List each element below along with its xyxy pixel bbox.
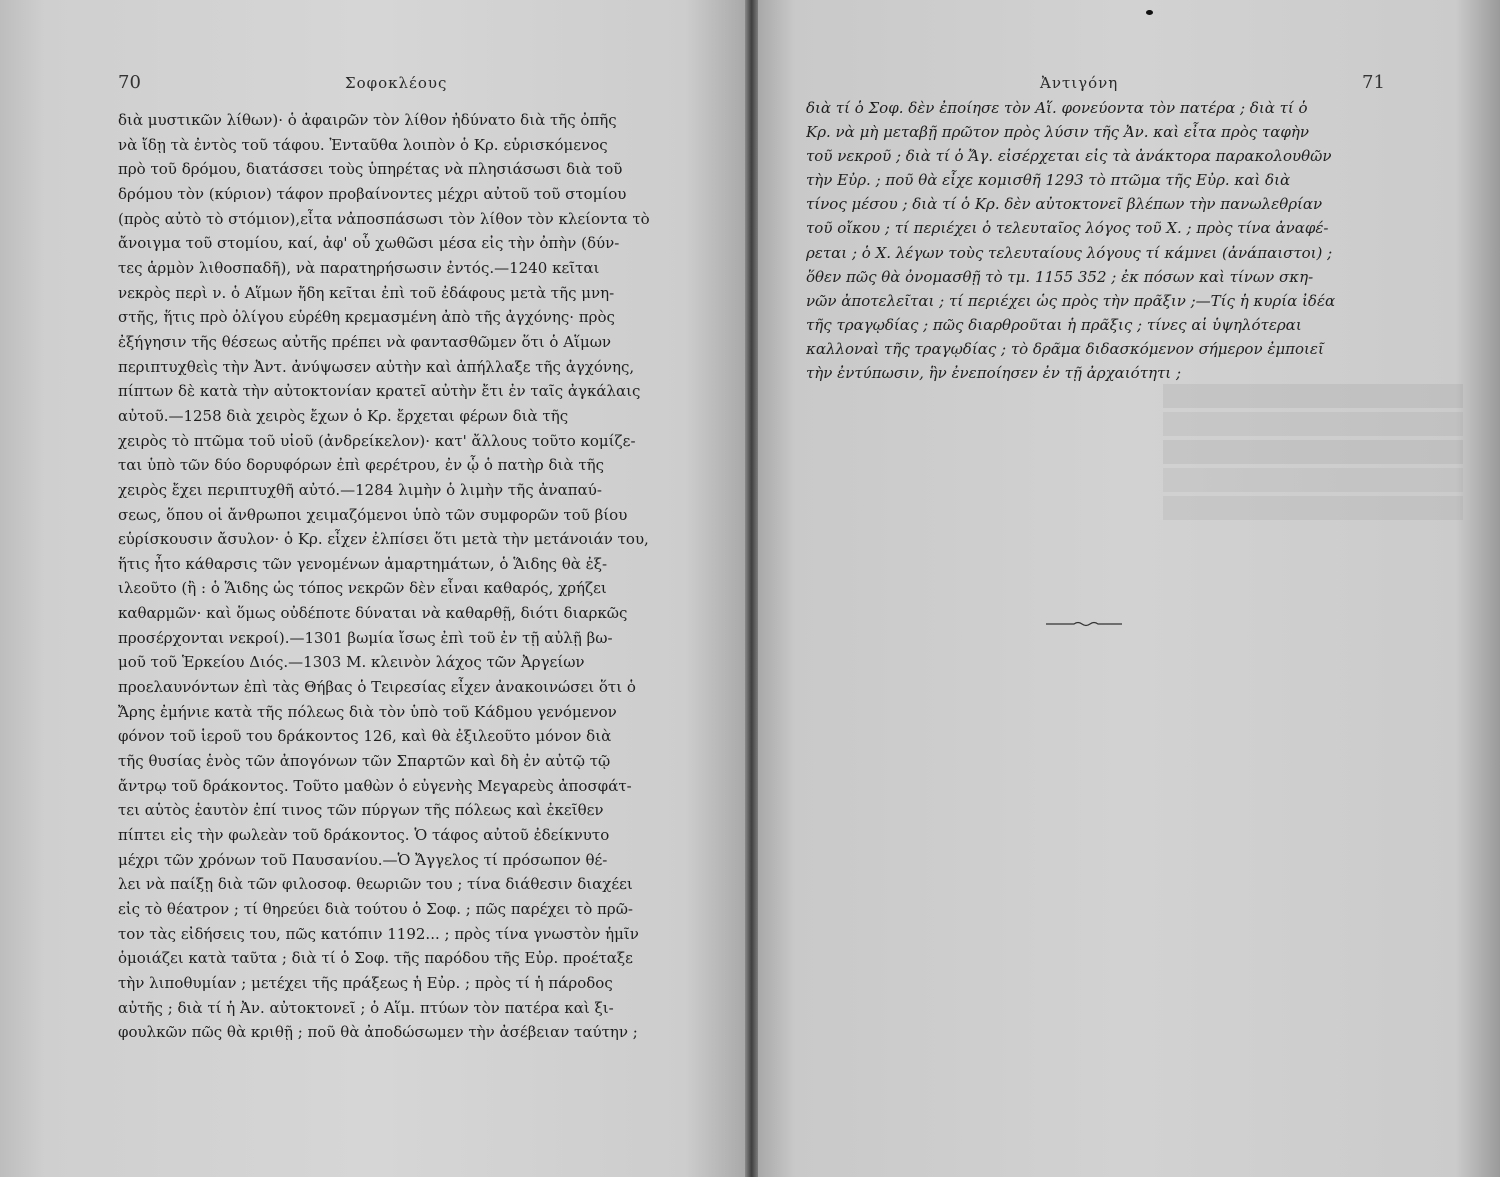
text-line: τῆς τραγῳδίας ; πῶς διαρθροῦται ἡ πρᾶξις ; τίνες αἱ ὑψηλότεραι [806, 315, 1302, 334]
text-line: τοῦ νεκροῦ ; διὰ τί ὁ Ἄγ. εἰσέρχεται εἰς τὰ ἀνάκτορα παρακολουθῶν [806, 147, 1332, 166]
text-line: ἄντρῳ τοῦ δράκοντος. Τοῦτο μαθὼν ὁ εὐγενὴς Μεγαρεὺς ἀποσφάτ- [118, 776, 632, 795]
text-line: Ἄρης ἐμήνιε κατὰ τῆς πόλεως διὰ τὸν ὑπὸ τοῦ Κάδμου γενόμενον [118, 702, 617, 721]
text-line: στῆς, ἥτις πρὸ ὀλίγου εὑρέθη κρεμασμένη ἀπὸ τῆς ἀγχόνης· πρὸς [118, 308, 615, 327]
text-line: λει νὰ παίξῃ διὰ τῶν φιλοσοφ. θεωριῶν του ; τίνα διάθεσιν διαχέει [118, 875, 633, 894]
right-page [758, 0, 1500, 1177]
text-line: τον τὰς εἰδήσεις του, πῶς κατόπιν 1192... ; πρὸς τίνα γνωστὸν ἡμῖν [118, 924, 639, 943]
text-line: ρεται ; ὁ Χ. λέγων τοὺς τελευταίους λόγους τί κάμνει (ἀνάπαιστοι) ; [806, 243, 1333, 262]
text-line: μέχρι τῶν χρόνων τοῦ Παυσανίου.—Ὁ Ἄγγελος τί πρόσωπον θέ- [118, 850, 608, 869]
text-line: πίπτει εἰς τὴν φωλεὰν τοῦ δράκοντος. Ὁ τάφος αὐτοῦ ἐδείκνυτο [118, 826, 610, 845]
text-line: ἄνοιγμα τοῦ στομίου, καί, ἀφ' οὗ χωθῶσι μέσα εἰς τὴν ὀπὴν (δύν- [118, 234, 620, 253]
text-line: χειρὸς ἔχει περιπτυχθῆ αὐτό.—1284 λιμὴν ὁ λιμὴν τῆς ἀναπαύ- [118, 480, 602, 499]
book-gutter [745, 0, 758, 1177]
text-line: φόνον τοῦ ἱεροῦ του δράκοντος 126, καὶ θὰ ἐξιλεοῦτο μόνον διὰ [118, 727, 612, 746]
text-line: ἐξήγησιν τῆς θέσεως αὐτῆς πρέπει νὰ φαντασθῶμεν ὅτι ὁ Αἵμων [118, 332, 612, 351]
left-running-head: Σοφοκλέους [345, 74, 448, 92]
text-line: εὑρίσκουσιν ἄσυλον· ὁ Κρ. εἶχεν ἐλπίσει ὅτι μετὰ τὴν μετάνοιάν του, [118, 530, 649, 549]
text-line: νεκρὸς περὶ ν. ὁ Αἵμων ἤδη κεῖται ἐπὶ τοῦ ἐδάφους μετὰ τῆς μνη- [118, 283, 615, 302]
left-page [0, 0, 745, 1177]
ornament-divider-icon [1044, 620, 1124, 628]
right-page-number: 71 [1362, 72, 1385, 93]
text-line: πρὸ τοῦ δρόμου, διατάσσει τοὺς ὑπηρέτας νὰ πλησιάσωσι διὰ τοῦ [118, 160, 623, 179]
left-page-header [0, 72, 745, 102]
text-line: προελαυνόντων ἐπὶ τὰς Θήβας ὁ Τειρεσίας εἶχεν ἀνακοινώσει ὅτι ὁ [118, 678, 636, 697]
right-running-head: Ἀντιγόνη [1040, 74, 1119, 92]
text-line: νῶν ἀποτελεῖται ; τί περιέχει ὡς πρὸς τὴν πρᾶξιν ;—Τίς ἡ κυρία ἰδέα [806, 291, 1336, 310]
text-line: (πρὸς αὐτὸ τὸ στόμιον),εἶτα νἀποσπάσωσι τὸν λίθον τὸν κλείοντα τὸ [118, 209, 650, 228]
text-line: σεως, ὅπου οἱ ἄνθρωποι χειμαζόμενοι ὑπὸ τῶν συμφορῶν τοῦ βίου [118, 505, 628, 524]
text-line: τίνος μέσου ; διὰ τί ὁ Κρ. δὲν αὐτοκτονεῖ βλέπων τὴν πανωλεθρίαν [806, 195, 1323, 214]
right-body-text [806, 96, 1388, 385]
text-line: χειρὸς τὸ πτῶμα τοῦ υἱοῦ (ἀνδρείκελον)· κατ' ἄλλους τοῦτο κομίζε- [118, 431, 636, 450]
text-line: προσέρχονται νεκροί).—1301 βωμία ἴσως ἐπὶ τοῦ ἐν τῇ αὐλῇ βω- [118, 628, 613, 647]
text-line: τῆς θυσίας ἑνὸς τῶν ἀπογόνων τῶν Σπαρτῶν καὶ δὴ ἐν αὐτῷ τῷ [118, 752, 611, 771]
text-line: τες ἁρμὸν λιθοσπαδῆ), νὰ παρατηρήσωσιν ἐντός.—1240 κεῖται [118, 258, 600, 277]
text-line: καθαρμῶν· καὶ ὅμως οὐδέποτε δύναται νὰ καθαρθῇ, διότι διαρκῶς [118, 604, 628, 623]
bleed-through-shadow [1163, 380, 1463, 524]
text-line: Κρ. νὰ μὴ μεταβῇ πρῶτον πρὸς λύσιν τῆς Ἀν. καὶ εἶτα πρὸς ταφὴν [806, 123, 1309, 142]
text-line: φουλκῶν πῶς θὰ κριθῇ ; ποῦ θὰ ἀποδώσωμεν τὴν ἀσέβειαν ταύτην ; [118, 1023, 638, 1042]
text-line: τει αὑτὸς ἑαυτὸν ἐπί τινος τῶν πύργων τῆς πόλεως καὶ ἐκεῖθεν [118, 801, 604, 820]
text-line: τοῦ οἴκου ; τί περιέχει ὁ τελευταῖος λόγος τοῦ Χ. ; πρὸς τίνα ἀναφέ- [806, 219, 1329, 238]
text-line: αὐτῆς ; διὰ τί ἡ Ἀν. αὐτοκτονεῖ ; ὁ Αἵμ. πτύων τὸν πατέρα καὶ ξι- [118, 998, 614, 1017]
text-line: ιλεοῦτο (ἢ : ὁ Ἅιδης ὡς τόπος νεκρῶν δὲν εἶναι καθαρός, χρήζει [118, 579, 607, 598]
text-line: μοῦ τοῦ Ἑρκείου Διός.—1303 Μ. κλεινὸν λάχος τῶν Ἀργείων [118, 653, 585, 672]
text-line: τὴν ἐντύπωσιν, ἣν ἐνεποίησεν ἐν τῇ ἀρχαιότητι ; [806, 364, 1181, 383]
left-body-text [118, 108, 686, 1045]
text-line: εἰς τὸ θέατρον ; τί θηρεύει διὰ τούτου ὁ Σοφ. ; πῶς παρέχει τὸ πρῶ- [118, 900, 633, 918]
ink-speck [1146, 10, 1153, 15]
text-line: ἥτις ἦτο κάθαρσις τῶν γενομένων ἁμαρτημάτων, ὁ Ἅιδης θὰ ἐξ- [118, 554, 608, 573]
text-line: αὐτοῦ.—1258 διὰ χειρὸς ἔχων ὁ Κρ. ἔρχεται φέρων διὰ τῆς [118, 406, 569, 425]
text-line: ὁμοιάζει κατὰ ταῦτα ; διὰ τί ὁ Σοφ. τῆς παρόδου τῆς Εὐρ. προέταξε [118, 949, 633, 968]
text-line: τὴν Εὐρ. ; ποῦ θὰ εἶχε κομισθῆ 1293 τὸ πτῶμα τῆς Εὐρ. καὶ διὰ [806, 171, 1291, 190]
text-line: ὅθεν πῶς θὰ ὀνομασθῇ τὸ τμ. 1155 352 ; ἐκ πόσων καὶ τίνων σκη- [806, 267, 1314, 286]
text-line: νὰ ἴδῃ τὰ ἐντὸς τοῦ τάφου. Ἐνταῦθα λοιπὸν ὁ Κρ. εὑρισκόμενος [118, 135, 608, 154]
text-line: διὰ μυστικῶν λίθων)· ὁ ἀφαιρῶν τὸν λίθον ἠδύνατο διὰ τῆς ὀπῆς [118, 111, 617, 129]
left-page-number: 70 [118, 72, 141, 93]
text-line: καλλοναὶ τῆς τραγῳδίας ; τὸ δρᾶμα διδασκόμενον σήμερον ἐμποιεῖ [806, 339, 1324, 358]
text-line: περιπτυχθεὶς τὴν Ἀντ. ἀνύψωσεν αὐτὴν καὶ ἀπήλλαξε τῆς ἀγχόνης, [118, 357, 635, 376]
text-line: πίπτων δὲ κατὰ τὴν αὐτοκτονίαν κρατεῖ αὐτὴν ἔτι ἐν ταῖς ἀγκάλαις [118, 382, 641, 401]
text-line: διὰ τί ὁ Σοφ. δὲν ἐποίησε τὸν Αἵ. φονεύοντα τὸν πατέρα ; διὰ τί ὁ [806, 99, 1308, 117]
text-line: ται ὑπὸ τῶν δύο δορυφόρων ἐπὶ φερέτρου, ἐν ᾧ ὁ πατὴρ διὰ τῆς [118, 456, 604, 475]
text-line: δρόμου τὸν (κύριον) τάφον προβαίνοντες μέχρι αὐτοῦ τοῦ στομίου [118, 184, 627, 203]
text-line: τὴν λιποθυμίαν ; μετέχει τῆς πράξεως ἡ Εὐρ. ; πρὸς τί ἡ πάροδος [118, 973, 613, 992]
